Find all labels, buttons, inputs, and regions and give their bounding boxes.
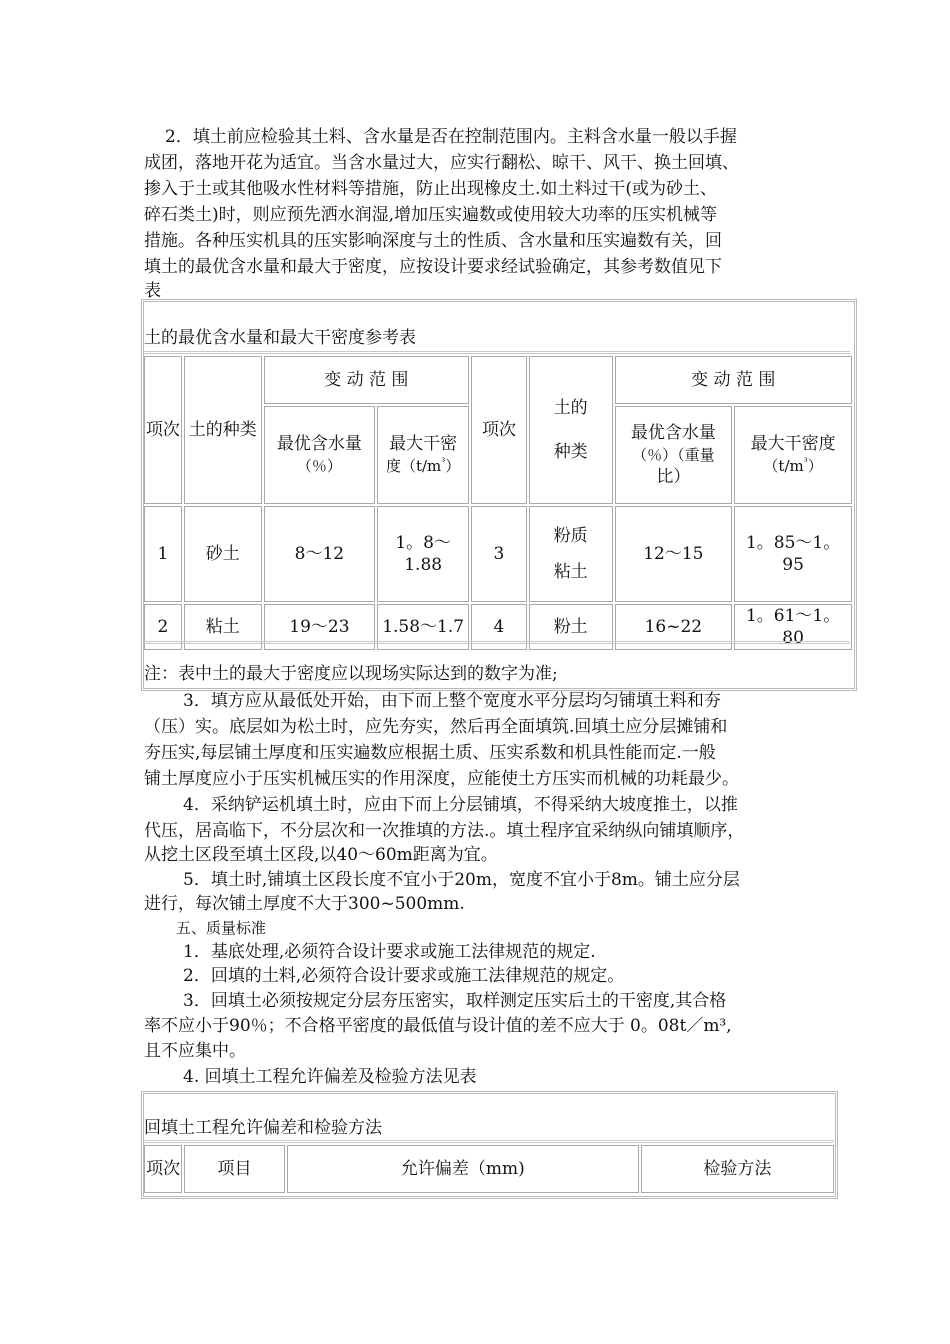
header-text bbox=[378, 455, 468, 477]
table-1-title: 土的最优含水量和最大干密度参考表 bbox=[144, 328, 416, 348]
cell-text: 1.58～1.7 bbox=[382, 617, 465, 637]
header-text: 最大干密 bbox=[389, 434, 458, 454]
section-heading: 五、质量标准 bbox=[176, 919, 267, 937]
header-range-2: 变 动 范 围 bbox=[615, 356, 852, 404]
header-soil-type: 土的种类 bbox=[184, 356, 262, 504]
cell-no-2: 3 bbox=[471, 506, 527, 602]
header-optimal-moisture-2 bbox=[615, 406, 733, 504]
text-line: 进行，每次铺土厚度不大于300~500mm. bbox=[144, 894, 465, 914]
header-text: 最优含水量 bbox=[630, 423, 716, 443]
header-allowed-deviation: 允许偏差（mm) bbox=[287, 1145, 639, 1193]
header-max-density-2 bbox=[734, 406, 852, 504]
unit-superscript: ³ bbox=[441, 457, 446, 468]
header-soil-type-2 bbox=[529, 356, 613, 504]
header-text: 土的 bbox=[553, 398, 588, 418]
header-item-no-2: 项次 bbox=[471, 356, 527, 504]
header-text: 种类 bbox=[553, 442, 588, 462]
text-line: 3．填方应从最低处开始，由下而上整个宽度水平分层均匀铺填土料和夯 bbox=[183, 691, 721, 711]
text-line: 掺入于土或其他吸水性材料等措施，防止出现橡皮土.如土料过干(或为砂土、 bbox=[144, 179, 718, 199]
quality-item-2: 2．回填的土料,必须符合设计要求或施工法律规范的规定。 bbox=[183, 966, 625, 986]
header-inspection-method: 检验方法 bbox=[641, 1145, 834, 1193]
text-line: 填土的最优含水量和最大于密度，应按设计要求经试验确定，其参考数值见下 bbox=[144, 257, 722, 277]
header-project: 项目 bbox=[184, 1145, 285, 1193]
unit-text: ） bbox=[807, 457, 823, 475]
header-text: 最优含水量 bbox=[276, 434, 362, 454]
cell-moisture-2: 12～15 bbox=[615, 506, 733, 602]
table-1-note: 注：表中土的最大于密度应以现场实际达到的数字为准; bbox=[144, 664, 558, 684]
text-line: 5．填土时,铺填土区段长度不宜小于20m，宽度不宜小于8m。铺土应分层 bbox=[183, 870, 740, 890]
cell-density-2: 1。85～1。95 bbox=[734, 506, 852, 602]
cell-moisture: 19～23 bbox=[264, 604, 376, 650]
cell-moisture-2: 16~22 bbox=[615, 604, 733, 650]
quality-item-4: 4. 回填土工程允许偏差及检验方法见表 bbox=[183, 1067, 477, 1087]
text-line: （压）实。底层如为松土时，应先夯实，然后再全面填筑.回填土应分层摊铺和 bbox=[144, 717, 728, 737]
unit-text: ） bbox=[445, 457, 461, 475]
text-line: 2．填土前应检验其土料、含水量是否在控制范围内。主料含水量一般以手握 bbox=[165, 127, 737, 147]
text-line: 4．采纳铲运机填土时，应由下而上分层铺填，不得采纳大坡度推土，以推 bbox=[183, 795, 738, 815]
header-item-no: 项次 bbox=[144, 1145, 182, 1193]
table-1 bbox=[142, 354, 854, 652]
cell-soil-2 bbox=[529, 506, 613, 602]
table-row bbox=[144, 506, 852, 602]
cell-text: 粘土 bbox=[553, 562, 588, 582]
text-line: 措施。各种压实机具的压实影响深度与土的性质、含水量和压实遍数有关，回 bbox=[144, 231, 722, 251]
text-line: 铺土厚度应小于压实机械压实的作用深度，应能使土方压实而机械的功耗最少。 bbox=[144, 769, 739, 789]
text-line: 率不应小于90％；不合格平密度的最低值与设计值的差不应大于 0。08t／m³, bbox=[144, 1016, 732, 1036]
unit-text: 度（t/m bbox=[385, 457, 442, 475]
cell-soil: 砂土 bbox=[184, 506, 262, 602]
cell-moisture: 8～12 bbox=[264, 506, 376, 602]
cell-soil: 粘土 bbox=[184, 604, 262, 650]
table-2-title: 回填土工程允许偏差和检验方法 bbox=[144, 1118, 382, 1138]
text-line: 从挖土区段至填土区段,以40～60m距离为宜。 bbox=[144, 845, 498, 865]
cell-density-2: 1。61～1。80 bbox=[734, 604, 852, 650]
header-max-density bbox=[377, 406, 469, 504]
text-line: 表 bbox=[144, 281, 161, 301]
header-optimal-moisture bbox=[264, 406, 376, 504]
unit-superscript: ³ bbox=[803, 457, 808, 468]
cell-text: 粉质 bbox=[553, 526, 588, 546]
header-range: 变 动 范 围 bbox=[264, 356, 469, 404]
cell-no-2: 4 bbox=[471, 604, 527, 650]
text-line: 代压，居高临下，不分层次和一次推填的方法.。填土程序宜采纳纵向铺填顺序， bbox=[144, 821, 745, 841]
cell-text: 粉土 bbox=[553, 617, 588, 637]
unit-text: （t/m bbox=[763, 457, 804, 475]
cell-density bbox=[377, 506, 469, 602]
header-text: （％）（重量 bbox=[632, 446, 715, 464]
text-line: 且不应集中。 bbox=[144, 1041, 246, 1061]
header-text: （％） bbox=[296, 457, 342, 475]
table-2 bbox=[142, 1143, 836, 1195]
header-text bbox=[735, 455, 851, 477]
cell-text: 1。8～ bbox=[395, 533, 451, 553]
cell-no: 2 bbox=[144, 604, 182, 650]
text-line: 夯压实,每层铺土厚度和压实遍数应根据土质、压实系数和机具性能而定.一般 bbox=[144, 743, 716, 763]
header-text: 比） bbox=[656, 467, 691, 487]
quality-item-1: 1．基底处理,必须符合设计要求或施工法律规范的规定. bbox=[183, 942, 596, 962]
cell-no: 1 bbox=[144, 506, 182, 602]
text-line: 成团，落地开花为适宜。当含水量过大，应实行翻松、晾干、风干、换土回填、 bbox=[144, 153, 739, 173]
text-line: 3．回填土必须按规定分层夯压密实，取样测定压实后土的干密度,其合格 bbox=[183, 991, 727, 1011]
header-text: 最大干密度 bbox=[750, 434, 836, 454]
text-line: 碎石类土)时，则应预先洒水润湿,增加压实遍数或使用较大功率的压实机械等 bbox=[144, 205, 718, 225]
cell-text: 1.88 bbox=[404, 555, 443, 575]
table-1-divider bbox=[144, 641, 850, 644]
header-item-no: 项次 bbox=[144, 356, 182, 504]
